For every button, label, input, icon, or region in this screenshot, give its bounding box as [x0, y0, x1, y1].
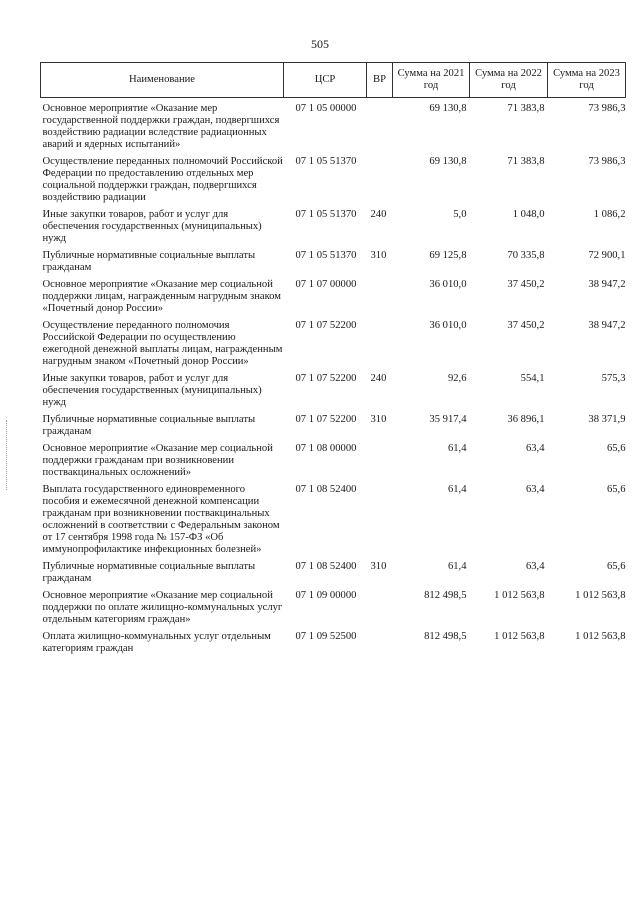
row-csr: 07 1 05 51370 — [295, 156, 357, 167]
row-name: Основное мероприятие «Оказание мер социальной поддержки по оплате жилищно-коммунальных услуг отдельным категориям граждан» — [42, 590, 283, 625]
row-name: Публичные нормативные социальные выплаты гражданам — [42, 414, 256, 437]
table-header — [41, 63, 626, 98]
table-row — [41, 98, 626, 152]
row-name: Выплата государственного единовременного пособия и ежемесячной денежной компенсации гражданам при возникновении поствакцинальных осложнений в соответствии с Федеральным законом от 17 сентября 1998 года № 157-ФЗ «Об иммунопрофилактике инфекционных болезней» — [42, 484, 280, 555]
row-sum-2022: 554,1 — [520, 373, 545, 384]
row-sum-2023: 65,6 — [606, 561, 626, 572]
row-sum-2021: 5,0 — [453, 209, 467, 220]
table-row — [41, 556, 626, 585]
table-row — [41, 274, 626, 315]
table-row — [41, 245, 626, 274]
row-csr: 07 1 07 52200 — [295, 320, 357, 331]
row-sum-2023: 72 900,1 — [588, 250, 626, 261]
row-name: Иные закупки товаров, работ и услуг для обеспечения государственных (муниципальных) нужд — [42, 209, 262, 244]
header-csr: ЦСР — [284, 63, 367, 98]
row-vr — [367, 151, 393, 204]
table-body — [41, 98, 626, 656]
row-vr: 310 — [370, 561, 387, 572]
row-sum-2023: 1 012 563,8 — [575, 590, 626, 601]
row-csr: 07 1 08 52400 — [295, 484, 357, 495]
table-row — [41, 409, 626, 438]
table-row — [41, 438, 626, 479]
row-name: Осуществление переданного полномочия Российской Федерации по осуществлению ежегодной денежной выплаты лицам, награжденным нагрудным знаком «Почетный донор России» — [42, 320, 283, 367]
row-name: Осуществление переданных полномочий Российской Федерации по предоставлению отдельных мер социальной поддержки граждан, подвергшихся воздействию радиации — [42, 156, 283, 203]
row-sum-2023: 1 012 563,8 — [575, 631, 626, 642]
row-sum-2022: 37 450,2 — [507, 279, 545, 290]
row-sum-2021: 69 125,8 — [429, 250, 467, 261]
row-vr — [367, 98, 393, 152]
row-sum-2021: 812 498,5 — [424, 631, 467, 642]
row-sum-2021: 61,4 — [447, 484, 467, 495]
table-row — [41, 151, 626, 204]
row-csr: 07 1 08 00000 — [295, 443, 357, 454]
row-name: Иные закупки товаров, работ и услуг для обеспечения государственных (муниципальных) нужд — [42, 373, 262, 408]
header-sum-2021: Сумма на 2021 год — [393, 63, 470, 98]
row-sum-2021: 69 130,8 — [429, 156, 467, 167]
row-sum-2021: 812 498,5 — [424, 590, 467, 601]
row-sum-2023: 38 947,2 — [588, 320, 626, 331]
row-vr — [367, 315, 393, 368]
row-name: Основное мероприятие «Оказание мер государственной поддержки граждан, подвергшихся воздействию радиации вследствие радиационных аварий и ядерных испытаний» — [42, 103, 280, 150]
row-sum-2023: 65,6 — [606, 484, 626, 495]
row-sum-2022: 63,4 — [525, 484, 545, 495]
table-row — [41, 315, 626, 368]
row-csr: 07 1 09 00000 — [295, 590, 357, 601]
row-sum-2022: 1 012 563,8 — [494, 590, 545, 601]
row-sum-2021: 92,6 — [447, 373, 467, 384]
binding-marks — [6, 420, 9, 490]
row-sum-2023: 575,3 — [601, 373, 626, 384]
header-sum-2023: Сумма на 2023 год — [548, 63, 626, 98]
row-sum-2021: 36 010,0 — [429, 279, 467, 290]
row-sum-2022: 36 896,1 — [507, 414, 545, 425]
row-vr — [367, 585, 393, 626]
row-sum-2022: 1 048,0 — [512, 209, 545, 220]
page-number: 505 — [311, 37, 329, 51]
row-csr: 07 1 07 52200 — [295, 373, 357, 384]
row-sum-2023: 73 986,3 — [588, 156, 626, 167]
row-sum-2021: 61,4 — [447, 443, 467, 454]
row-sum-2021: 35 917,4 — [429, 414, 467, 425]
row-sum-2021: 61,4 — [447, 561, 467, 572]
row-sum-2023: 1 086,2 — [593, 209, 626, 220]
header-name: Наименование — [41, 63, 284, 98]
row-csr: 07 1 09 52500 — [295, 631, 357, 642]
header-vr: ВР — [367, 63, 393, 98]
row-vr — [367, 274, 393, 315]
table-row — [41, 368, 626, 409]
row-sum-2023: 38 947,2 — [588, 279, 626, 290]
row-csr: 07 1 05 00000 — [295, 103, 357, 114]
row-vr: 240 — [370, 209, 387, 220]
table-row — [41, 479, 626, 556]
row-sum-2022: 37 450,2 — [507, 320, 545, 331]
row-sum-2022: 70 335,8 — [507, 250, 545, 261]
row-name: Оплата жилищно-коммунальных услуг отдельным категориям граждан — [42, 631, 271, 654]
row-sum-2021: 69 130,8 — [429, 103, 467, 114]
row-csr: 07 1 05 51370 — [295, 250, 357, 261]
row-sum-2022: 71 383,8 — [507, 156, 545, 167]
row-sum-2022: 63,4 — [525, 443, 545, 454]
header-sum-2022: Сумма на 2022 год — [470, 63, 548, 98]
row-sum-2023: 73 986,3 — [588, 103, 626, 114]
row-csr: 07 1 05 51370 — [295, 209, 357, 220]
row-csr: 07 1 07 00000 — [295, 279, 357, 290]
row-sum-2022: 71 383,8 — [507, 103, 545, 114]
table-row — [41, 204, 626, 245]
row-name: Основное мероприятие «Оказание мер социальной поддержки лицам, награжденным нагрудным знаком «Почетный донор России» — [42, 279, 281, 314]
row-vr: 240 — [370, 373, 387, 384]
table-row — [41, 626, 626, 655]
row-name: Основное мероприятие «Оказание мер социальной поддержки гражданам при возникновении поствакцинальных осложнений» — [42, 443, 273, 478]
row-name: Публичные нормативные социальные выплаты гражданам — [42, 561, 256, 584]
budget-table — [40, 62, 626, 655]
row-vr: 310 — [370, 250, 387, 261]
table-row — [41, 585, 626, 626]
row-csr: 07 1 08 52400 — [295, 561, 357, 572]
row-vr — [367, 438, 393, 479]
row-sum-2021: 36 010,0 — [429, 320, 467, 331]
row-sum-2022: 1 012 563,8 — [494, 631, 545, 642]
row-vr: 310 — [370, 414, 387, 425]
row-sum-2023: 38 371,9 — [588, 414, 626, 425]
row-sum-2022: 63,4 — [525, 561, 545, 572]
row-name: Публичные нормативные социальные выплаты гражданам — [42, 250, 256, 273]
row-vr — [367, 626, 393, 655]
row-vr — [367, 479, 393, 556]
row-csr: 07 1 07 52200 — [295, 414, 357, 425]
row-sum-2023: 65,6 — [606, 443, 626, 454]
